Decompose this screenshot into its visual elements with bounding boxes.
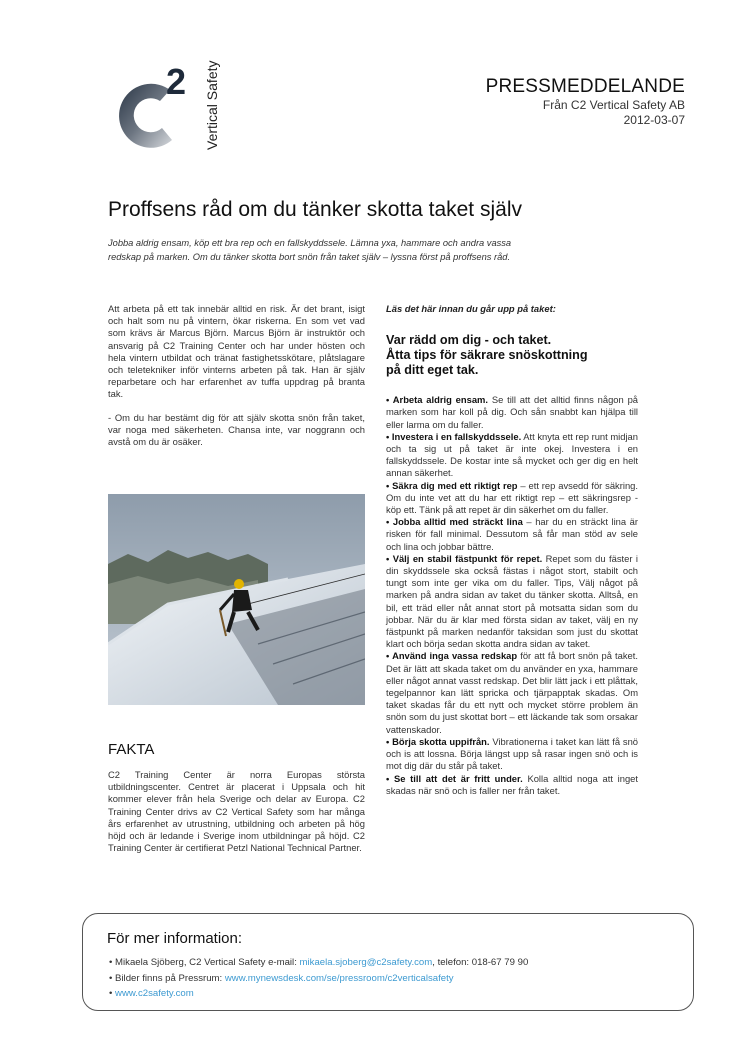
bullet-icon: •: [386, 394, 393, 406]
tip-title: Välj en stabil fästpunkt för repet.: [392, 552, 543, 564]
more-info-box: [82, 913, 694, 1011]
tips-heading-line: Åtta tips för säkrare snöskottning: [386, 348, 588, 363]
bullet-icon: •: [386, 650, 393, 662]
bullet-icon: •: [386, 735, 393, 747]
tip-item: [386, 650, 638, 735]
tips-heading-line: Var rädd om dig - och taket.: [386, 333, 552, 348]
tip-text: Se till att det alltid finns någon på marken som har koll på dig. Och sån snabbt kan hjälpa till eller larma om du faller.: [386, 394, 638, 430]
lead-paragraph: [108, 236, 648, 264]
fakta-text: C2 Training Center är norra Europas största utbildningscenter. Centret är placerat i Uppsala och hit kommer elever från hela Sverige och delar av Europa. C2 Training Center drivs av C2 Vertical Safety som har många års erfarenhet av utrustning, utbildning och arbeten på hög höjd och är ledande i Sverige inom utbildningar på höjd. C2 Training Center är certifierat Petzl National Technical Partner.: [108, 769, 365, 854]
tip-title: Använd inga vassa redskap: [392, 650, 518, 662]
tip-text: Vibrationerna i taket kan lätt få snö och is att lossna. Börja längst upp så rasar ingen snö och is mot dig där du står på taket.: [386, 735, 639, 772]
body-text: [108, 303, 365, 459]
bullet-icon: •: [109, 957, 113, 968]
more-info-heading: För mer information:: [107, 930, 243, 947]
tip-title: Säkra dig med ett riktigt rep: [392, 479, 518, 491]
tip-item: [386, 736, 638, 773]
contact-phone: , telefon: 018-67 79 90: [432, 957, 529, 968]
tip-text: – har du en sträckt lina är risken för fall minimal. Dessutom så får man stöd av sele och lina och jobbar bättre.: [386, 516, 639, 552]
tip-title: Investera i en fallskyddssele.: [391, 430, 522, 442]
body-paragraph: - Om du har bestämt dig för att själv skotta snön från taket, var noga med säkerheten. Chansa inte, var noggrann och avstå om du är osäker.: [108, 411, 365, 448]
bullet-icon: •: [386, 516, 393, 528]
press-date: 2012-03-07: [623, 113, 685, 127]
roof-worker-photo-icon: [108, 494, 365, 705]
bullet-icon: •: [386, 479, 393, 491]
tip-text: Att knyta ett rep runt midjan och ta sig ut på taket är inte okej. Investera i en fallskyddssele. De kostar inte så mycket och ger dig en helt annan säkerhet.: [386, 430, 638, 479]
logo-brand-text: Vertical Safety: [204, 60, 220, 150]
pressroom-link[interactable]: www.mynewsdesk.com/se/pressroom/c2verticalsafety: [224, 972, 454, 984]
tips-intro: Läs det här innan du går upp på taket:: [386, 303, 556, 314]
tip-text: – ett rep avsedd för säkring. Om du inte vet att du har ett riktigt rep – ett säkringsrep - köp ett. Tänk på att repet är din säkerhet om du faller.: [386, 479, 638, 516]
tip-item: [386, 773, 638, 797]
tip-title: Se till att det är fritt under.: [394, 772, 523, 784]
website-link[interactable]: www.c2safety.com: [115, 988, 194, 1000]
tips-section: [386, 303, 638, 797]
tip-item: [386, 394, 638, 431]
tip-text: Kolla alltid noga att inget skadas när snö och is faller ner från taket.: [386, 772, 638, 796]
tip-title: Arbeta aldrig ensam.: [392, 394, 488, 406]
tip-item: [386, 516, 638, 553]
press-from: Från C2 Vertical Safety AB: [542, 98, 685, 112]
contact-line: [109, 955, 528, 971]
more-info-list: [109, 955, 528, 1002]
fakta-heading: FAKTA: [108, 741, 155, 758]
tip-text: Repet som du fäster i din skyddssele ska också fästas i något stort, stabilt och tungt som inte ger vika om du faller. Tips, Välj något på marken på andra sidan av taket du tänker skotta. Alltså, en bil, ett träd eller nåt annat stort på motsatta sidan som du jobbar. När du är klar med första sidan av taket, välj en ny fästpunkt på marken nedanför taksidan som just du skottat klart och börja sedan skotta andra sidan av taket.: [386, 552, 638, 650]
lead-line: redskap på marken. Om du tänker skotta bort snön från taket själv – lyssna först på proffsens råd.: [108, 252, 511, 262]
images-line: [109, 971, 528, 987]
tip-item: [386, 553, 638, 651]
bullet-icon: •: [386, 430, 392, 442]
bullet-icon: •: [386, 772, 394, 784]
tip-title: Börja skotta uppifrån.: [392, 735, 490, 747]
contact-email-link[interactable]: mikaela.sjoberg@c2safety.com: [299, 957, 433, 968]
tip-title: Jobba alltid med sträckt lina: [392, 516, 523, 528]
tip-text: för att få bort snön på taket. Det är lätt att skada taket om du använder en yxa, hammare eller något annat vasst redskap. Det blir lätt jack i ett plåttak, tegelpannor kan lätt spricka och tjärpapptak skadas. Om taket skadas får du ett nytt och mycket större problem än snön som du just skottat bort – ett läckande tak som orsakar vattenskador.: [386, 650, 638, 735]
tips-heading-line: på ditt eget tak.: [386, 363, 479, 378]
lead-line: Jobba aldrig ensam, köp ett bra rep och en fallskyddssele. Lämna yxa, hammare och andra vassa: [108, 238, 512, 248]
bullet-icon: •: [386, 552, 393, 564]
bullet-icon: •: [109, 972, 113, 984]
contact-text: Mikaela Sjöberg, C2 Vertical Safety e-mail:: [115, 957, 300, 968]
press-header: [486, 76, 685, 128]
tip-item: [386, 431, 638, 480]
body-paragraph: Att arbeta på ett tak innebär alltid en risk. Är det brant, isigt och halt som nu på vintern, ökar riskerna. En som vet vad som krävs är Marcus Björn. Marcus Björn är instruktör och ansvarig på C2 Training Center och har under hösten och hela vintern utbildat och tränat fastighetsskötare, plåtslagare och teletekniker inför vinterns arbeten på tak. Han är själv reparbetare och har erfarenhet av tuffa uppdrag på branta tak.: [108, 303, 365, 400]
bullet-icon: •: [109, 988, 113, 1000]
tip-item: [386, 480, 638, 517]
tips-heading: [386, 333, 638, 378]
images-text: Bilder finns på Pressrum:: [115, 972, 225, 984]
page-title: Proffsens råd om du tänker skotta taket själv: [108, 198, 522, 221]
svg-text:2: 2: [166, 61, 187, 102]
website-line: [109, 986, 528, 1002]
press-release-title: PRESSMEDDELANDE: [485, 76, 685, 97]
